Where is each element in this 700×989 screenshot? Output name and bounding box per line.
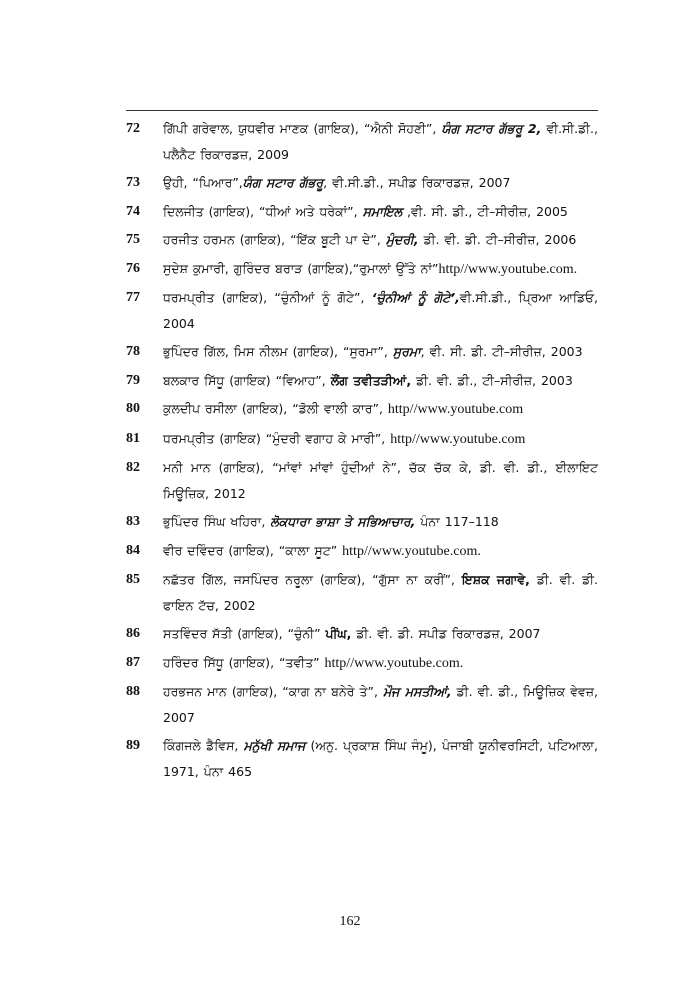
footnote-text-segment: ਕਿੰਗਜਲੇ ਡੈਵਿਸ, [163,738,244,753]
footnote-item [126,170,598,196]
footnote-item [126,368,598,394]
footnote-text-segment: ਭੁਪਿੰਦਰ ਸਿੰਘ ਖਹਿਰਾ, [163,514,271,529]
footnote-number: 84 [126,542,140,558]
footnote-item [126,339,598,365]
footnote-text-segment: ਧਰਮਪ੍ਰੀਤ (ਗਾਇਕ) “ਮੁੰਦਰੀ ਵਗਾਹ ਕੇ ਮਾਰੀ”, [163,430,391,446]
footnote-item [126,679,598,730]
footnote-item [126,509,598,535]
footnote-number: 72 [126,121,140,136]
footnote-text [163,339,598,365]
footnote-text [163,567,598,618]
footnote-text-segment: ਦਿਲਜੀਤ (ਗਾਇਕ), “ਧੀਆਂ ਅਤੇ ਧਰੇਕਾਂ”, [163,203,363,219]
footnote-item [126,426,598,453]
footnote-item [126,227,598,253]
footnote-text-segment: ਡੀ. ਵੀ. ਡੀ. ਫਾਇਨ ਟੱਚ, 2002 [163,572,599,613]
footnote-item [126,396,598,423]
footnote-number: 73 [126,175,140,190]
footnote-number: 80 [126,401,140,416]
footnote-text-segment: ਡੀ. ਵੀ. ਡੀ., ਟੀ–ਸੀਰੀਜ਼, 2003 [411,372,573,388]
footnote-text [163,621,598,647]
footnote-text [163,256,598,283]
footnote-title-bold-italic: ਲੋਕਧਾਰਾ ਭਾਸ਼ਾ ਤੇ ਸਭਿਆਚਾਰ, [270,514,416,529]
footnote-url: http//www.youtube.com. [324,655,464,671]
footnote-text [163,199,598,225]
footnote-text-segment: ਸਤਵਿੰਦਰ ਸੱਤੀ (ਗਾਇਕ), “ਚੁੰਨੀ” [163,626,326,641]
footnote-number: 75 [126,232,140,247]
footnote-title-bold-italic: ਮੌਜ ਮਸਤੀਆਂ, [383,684,452,699]
footnote-text-segment: ਧਰਮਪ੍ਰੀਤ (ਗਾਇਕ), “ਚੁੰਨੀਆਂ ਨੂੰ ਗੋਟੇ”, [163,290,372,305]
footnote-text [163,396,598,423]
footnote-title-bold-italic: ਸਮਾਇਲ [362,203,403,219]
footnote-text [163,733,598,784]
footnote-item [126,199,598,225]
footnote-text [163,285,598,336]
footnote-text [163,679,598,730]
footnote-text [163,116,598,167]
footnote-url: http//www.youtube.com. [342,543,481,559]
footnote-number: 74 [126,203,140,219]
footnote-title-bold: ਪੀਂਘ, [325,626,352,641]
footnote-number: 76 [126,260,140,276]
footnote-text-segment: , ਵੀ. ਸੀ. ਡੀ. ਟੀ–ਸੀਰੀਜ਼, 2003 [420,344,583,359]
footnote-title-bold-italic: ਸੁਰਮਾ [392,344,421,359]
footnote-text [163,650,598,677]
footnote-item [126,256,598,283]
footnote-item [126,650,598,677]
footnote-number: 88 [126,684,140,699]
footnote-number: 82 [126,460,140,475]
footnote-text-segment: ਵੀ.ਸੀ.ਡੀ., ਪ੍ਰਿਆ ਆਡਿਓ, 2004 [163,290,598,331]
footnote-text-segment: ਭੁਪਿੰਦਰ ਗਿੱਲ, ਮਿਸ ਨੀਲਮ (ਗਾਇਕ), “ਸੁਰਮਾ”, [163,344,393,359]
footnote-text [163,227,598,253]
footnote-text-segment: ਸੁਦੇਸ਼ ਕੁਮਾਰੀ, ਗੁਰਿੰਦਰ ਬਰਾੜ (ਗਾਇਕ),“ਰੁਮਾਲਾਂ ਉੱਤੇ ਨਾਂ” [163,260,439,276]
footnote-text-segment: ਵੀ.ਸੀ.ਡੀ., ਪਲੈਨੈਟ ਰਿਕਾਰਡਜ਼, 2009 [163,121,598,162]
footnote-number: 89 [126,738,140,753]
footnote-title-bold-italic: ਯੰਗ ਸਟਾਰ ਗੱਭਰੂ 2, [441,121,542,136]
footnote-text-segment: ਬਲਕਾਰ ਸਿੱਧੂ (ਗਾਇਕ) “ਵਿਆਹ”, [163,372,331,388]
footnote-separator-rule [126,110,598,111]
footnote-url: http//www.youtube.com. [438,261,578,277]
footnote-text-segment: ਡੀ. ਵੀ. ਡੀ. ਸਪੀਡ ਰਿਕਾਰਡਜ਼, 2007 [351,626,541,641]
footnote-text-segment: ਹਰਿੰਦਰ ਸਿੱਧੂ (ਗਾਇਕ), “ਤਵੀਤ” [163,654,325,670]
footnote-text-segment: ਪੰਨਾ 117–118 [415,514,499,529]
footnote-text [163,455,598,506]
footnote-number: 79 [126,372,140,388]
footnote-text-segment: , ਵੀ.ਸੀ.ਡੀ., ਸਪੀਡ ਰਿਕਾਰਡਜ਼, 2007 [323,175,511,190]
footnote-text [163,170,598,196]
footnote-item [126,116,598,167]
footnote-number: 78 [126,344,140,359]
footnote-title-bold-italic: ਯੰਗ ਸਟਾਰ ਗੱਭਰੂ [242,175,324,190]
footnote-text-segment: (ਅਨੁ. ਪ੍ਰਕਾਸ਼ ਸਿੰਘ ਜੰਮੂ), ਪੰਜਾਬੀ ਯੂਨੀਵਰਸਿਟੀ, ਪਟਿਆਲਾ, 1971, ਪੰਨਾ 465 [163,738,598,779]
footnote-text-segment: ਡੀ. ਵੀ. ਡੀ., ਮਿਊਜ਼ਿਕ ਵੇਵਜ਼, 2007 [163,684,598,725]
footnote-number: 77 [126,290,140,305]
footnote-number: 87 [126,654,140,670]
footnote-number: 83 [126,514,140,529]
footnotes-list [126,116,598,784]
footnote-item [126,455,598,506]
footnote-text-segment: ਉਹੀ, “ਪਿਆਰ”, [163,175,243,190]
footnote-number: 86 [126,626,140,641]
footnote-number: 85 [126,572,140,587]
footnote-title-bold-italic: ਮੁੰਦਰੀ, [385,232,419,247]
footnote-item [126,621,598,647]
footnote-text [163,368,598,394]
page-number: 162 [339,914,361,929]
footnote-text-segment: ਗਿੱਪੀ ਗਰੇਵਾਲ, ਯੁਧਵੀਰ ਮਾਣਕ (ਗਾਇਕ), “ਐਨੀ ਸੋਹਣੀ”, [163,121,442,136]
footnote-item [126,733,598,784]
footnote-text-segment: ਕੁਲਦੀਪ ਰਸੀਲਾ (ਗਾਇਕ), “ਡੋਲੀ ਵਾਲੀ ਕਾਰ”, [163,401,388,416]
footnote-title-bold-italic: ‘ਚੁੰਨੀਆਂ ਨੂੰ ਗੋਟੇ’, [371,290,460,305]
footnote-text-segment: ,ਵੀ. ਸੀ. ਡੀ., ਟੀ–ਸੀਰੀਜ਼, 2005 [402,203,568,219]
footnote-item [126,567,598,618]
footnote-item [126,285,598,336]
footnote-url: http//www.youtube.com [387,402,524,417]
footnote-title-bold-italic: ਮਨੁੱਖੀ ਸਮਾਜ [243,738,306,753]
footnote-url: http//www.youtube.com [390,431,526,447]
footnote-text-segment: ਮਨੀ ਮਾਨ (ਗਾਇਕ), “ਮਾਂਵਾਂ ਮਾਂਵਾਂ ਹੁੰਦੀਆਂ ਨੇ”, ਚੱਕ ਚੱਕ ਕੇ, ਡੀ. ਵੀ. ਡੀ., ਈਲਾਇਟ ਮਿਊਜ਼ਿਕ, 2012 [163,460,598,501]
footnote-text-segment: ਹਰਭਜਨ ਮਾਨ (ਗਾਇਕ), “ਕਾਗ ਨਾ ਬਨੇਰੇ ਤੇ”, [163,684,384,699]
footnote-title-bold: ਲੌਂਗ ਤਵੀਤੜੀਆਂ, [330,372,412,388]
footnote-title-bold: ਇਸ਼ਕ ਜਗਾਵੇ, [461,572,530,587]
footnote-item [126,538,598,565]
footnote-text-segment: ਹਰਜੀਤ ਹਰਮਨ (ਗਾਇਕ), “ਇੱਕ ਬੂਟੀ ਪਾ ਦੇ”, [163,232,386,247]
footnote-text [163,426,598,453]
footnote-text-segment: ਵੀਰ ਦਵਿੰਦਰ (ਗਾਇਕ), “ਕਾਲਾ ਸੂਟ” [163,542,343,558]
footnote-text [163,509,598,535]
footnote-text [163,538,598,565]
footnote-number: 81 [126,430,140,446]
footnote-text-segment: ਡੀ. ਵੀ. ਡੀ. ਟੀ–ਸੀਰੀਜ਼, 2006 [418,232,577,247]
footnote-text-segment: ਨਛੱਤਰ ਗਿੱਲ, ਜਸਪਿੰਦਰ ਨਰੂਲਾ (ਗਾਇਕ), “ਗੁੱਸਾ ਨਾ ਕਰੀਂ”, [163,572,462,587]
